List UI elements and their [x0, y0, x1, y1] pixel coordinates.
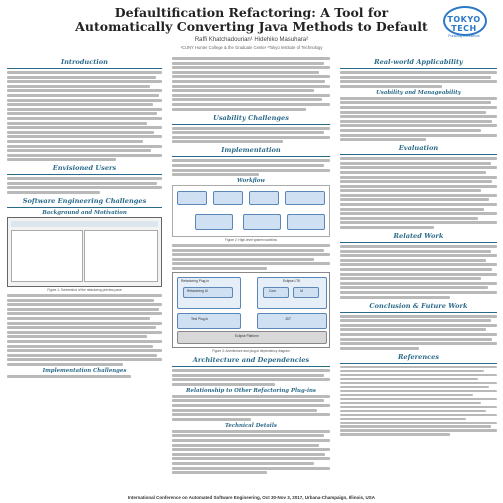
divider — [340, 242, 497, 243]
divider — [7, 68, 162, 69]
implementation-text — [172, 159, 330, 176]
workflow-text — [172, 244, 330, 270]
architecture-text — [172, 369, 330, 386]
column-right — [340, 55, 497, 438]
title-line-2: Automatically Converting Java Methods to Default — [75, 19, 428, 34]
column-middle — [172, 55, 330, 476]
background-text — [7, 294, 162, 366]
logo-subtitle: Pursuing Excellence — [448, 34, 480, 38]
heading-implementation: Implementation — [221, 146, 281, 155]
label-core: Core — [269, 289, 277, 294]
conference-footer: International Conference on Automated Software Engineering, Oct 30-Nov 3, 2017, Urbana-Champaign, Illinois, USA — [127, 495, 376, 500]
subheading-implementation-challenges: Implementation Challenges — [42, 367, 127, 374]
workflow-diagram — [172, 185, 330, 237]
divider — [340, 154, 497, 155]
label-jdt: JDT — [285, 317, 292, 322]
refactoring-preview-screenshot — [7, 217, 162, 287]
label-eclipse-platform: Eclipse Platform — [235, 334, 259, 339]
poster-title — [0, 6, 503, 34]
heading-real-world: Real-world Applicability — [374, 58, 463, 66]
subheading-workflow: Workflow — [237, 178, 265, 185]
column-left — [7, 55, 162, 380]
heading-introduction: Introduction — [61, 58, 108, 66]
title-line-1: Defaultification Refactoring: A Tool for — [114, 5, 389, 20]
technical-text — [172, 430, 330, 474]
real-world-text — [340, 71, 497, 88]
authors: Raffi Khatchadourian¹ Hidehiko Masuhara² — [194, 37, 309, 43]
heading-conclusion: Conclusion & Future Work — [369, 301, 468, 310]
label-refactoring-ui: Refactoring UI — [187, 289, 209, 294]
figure-3-caption: Figure 3: Architecture and plug-in dependency diagram — [212, 349, 290, 354]
upper-text — [172, 57, 330, 111]
evaluation-text — [340, 157, 497, 229]
impl-challenges-text — [7, 375, 162, 378]
envisioned-text — [7, 177, 162, 194]
divider — [172, 124, 330, 125]
heading-architecture: Architecture and Dependencies — [192, 356, 310, 365]
heading-references: References — [397, 352, 440, 361]
conclusion-text — [340, 315, 497, 350]
divider — [340, 363, 497, 364]
divider — [172, 156, 330, 157]
relationship-text — [172, 395, 330, 421]
heading-usability-challenges: Usability Challenges — [213, 113, 289, 122]
intro-text — [7, 71, 162, 161]
logo-word: TOKYO TECH — [447, 15, 481, 33]
heading-se-challenges: Software Engineering Challenges — [22, 197, 147, 206]
references-list — [340, 366, 497, 436]
usability-manageability-text — [340, 97, 497, 141]
divider — [7, 174, 162, 175]
subheading-relationship: Relationship to Other Refactoring Plug-ins — [186, 387, 316, 394]
affiliations: ¹CUNY Hunter College & the Graduate Center ²Tokyo Institute of Technology — [180, 45, 323, 50]
divider — [340, 68, 497, 69]
figure-2-caption: Figure 2: High-level system workflow — [225, 238, 277, 243]
subheading-technical-details: Technical Details — [225, 422, 277, 429]
figure-1-caption: Figure 1: Screenshot of the refactoring preview pane — [47, 288, 122, 293]
heading-related-work: Related Work — [393, 232, 444, 241]
label-refactoring-plugin: Refactoring Plug-in — [181, 279, 210, 284]
subheading-usability-manageability: Usability and Manageability — [376, 89, 461, 96]
label-eclipse-ltk: Eclipse LTK — [283, 279, 301, 284]
heading-envisioned-users: Envisioned Users — [52, 164, 117, 173]
usability-text — [172, 127, 330, 144]
subheading-background: Background and Motivation — [42, 210, 127, 217]
label-test-plugin: Test Plug-in — [191, 317, 209, 322]
divider — [340, 312, 497, 313]
label-ui: UI — [300, 289, 304, 294]
divider — [172, 366, 330, 367]
tokyo-tech-logo — [435, 4, 493, 42]
heading-evaluation: Evaluation — [398, 144, 439, 153]
related-work-text — [340, 245, 497, 299]
architecture-diagram — [172, 272, 330, 348]
divider — [7, 207, 162, 208]
